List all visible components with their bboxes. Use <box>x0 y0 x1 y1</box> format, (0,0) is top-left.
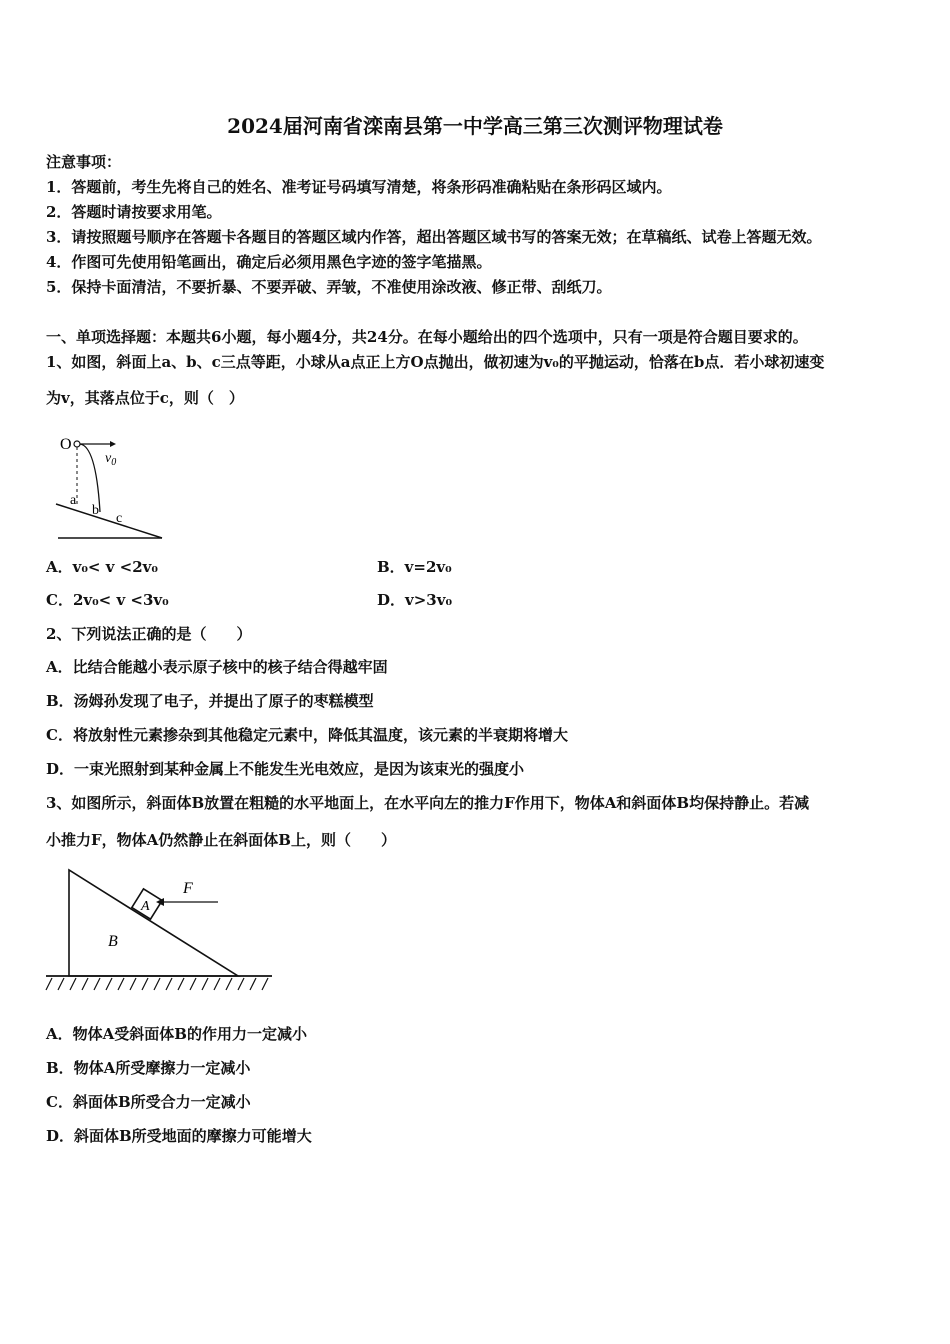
option-c[interactable]: C．将放射性元素掺杂到其他稳定元素中，降低其温度，该元素的半衰期将增大 <box>46 726 568 744</box>
question-1-stem-line2: 为v，其落点位于c，则（ ） <box>46 389 244 407</box>
label-a: A <box>141 899 150 914</box>
option-a[interactable]: A．物体A受斜面体B的作用力一定减小 <box>46 1025 307 1043</box>
page-title: 2024届河南省滦南县第一中学高三第三次测评物理试卷 <box>227 114 723 138</box>
question-1-stem-line1: 1、如图，斜面上a、b、c三点等距，小球从a点正上方O点抛出，做初速为v₀的平抛运动，恰落在b点．若小球初速变 <box>46 353 825 371</box>
question-3-figure <box>42 866 282 996</box>
label-v: $v_0$ <box>105 451 117 468</box>
option-b[interactable]: B．汤姆孙发现了电子，并提出了原子的枣糕模型 <box>46 692 374 710</box>
label-b: B <box>108 933 118 950</box>
label-c: c <box>116 511 123 526</box>
section-heading: 一、单项选择题：本题共6小题，每小题4分，共24分。在每小题给出的四个选项中，只有一项是符合题目要求的。 <box>46 328 808 346</box>
ground-hatching <box>46 978 268 990</box>
label-o: O <box>60 436 72 453</box>
label-b: b <box>92 503 99 518</box>
trajectory-curve <box>80 444 100 512</box>
launch-point <box>74 441 80 447</box>
option-a[interactable]: A．v₀< v <2v₀ <box>46 558 158 576</box>
option-c[interactable]: C．2v₀< v <3v₀ <box>46 591 169 609</box>
option-d[interactable]: D．v>3v₀ <box>377 591 453 609</box>
question-3-stem-line1: 3、如图所示，斜面体B放置在粗糙的水平地面上，在水平向左的推力F作用下，物体A和斜面体B均保持静止。若减 <box>46 794 810 812</box>
option-d[interactable]: D．一束光照射到某种金属上不能发生光电效应，是因为该束光的强度小 <box>46 760 525 778</box>
notice-heading: 注意事项： <box>46 153 122 171</box>
notice-item: 1．答题前，考生先将自己的姓名、准考证号码填写清楚，将条形码准确粘贴在条形码区域内。 <box>46 178 672 196</box>
notice-item: 2．答题时请按要求用笔。 <box>46 203 222 221</box>
option-b[interactable]: B．物体A所受摩擦力一定减小 <box>46 1059 251 1077</box>
incline-line <box>56 504 162 538</box>
option-d[interactable]: D．斜面体B所受地面的摩擦力可能增大 <box>46 1127 312 1145</box>
velocity-arrowhead <box>110 441 116 447</box>
label-f: F <box>183 880 193 897</box>
question-2-stem: 2、下列说法正确的是（ ） <box>46 625 252 643</box>
question-3-stem-line2: 小推力F，物体A仍然静止在斜面体B上，则（ ） <box>46 831 396 849</box>
notice-item: 4．作图可先使用铅笔画出，确定后必须用黑色字迹的签字笔描黑。 <box>46 253 492 271</box>
label-a: a <box>70 493 77 508</box>
option-c[interactable]: C．斜面体B所受合力一定减小 <box>46 1093 251 1111</box>
notice-item: 3．请按照题号顺序在答题卡各题目的答题区域内作答，超出答题区域书写的答案无效；在草稿纸、试卷上答题无效。 <box>46 228 822 246</box>
question-1-figure <box>50 432 180 542</box>
option-a[interactable]: A．比结合能越小表示原子核中的核子结合得越牢固 <box>46 658 388 676</box>
notice-item: 5．保持卡面清洁，不要折暴、不要弄破、弄皱，不准使用涂改液、修正带、刮纸刀。 <box>46 278 612 296</box>
incline-block-b <box>69 870 238 976</box>
option-b[interactable]: B．v=2v₀ <box>377 558 452 576</box>
